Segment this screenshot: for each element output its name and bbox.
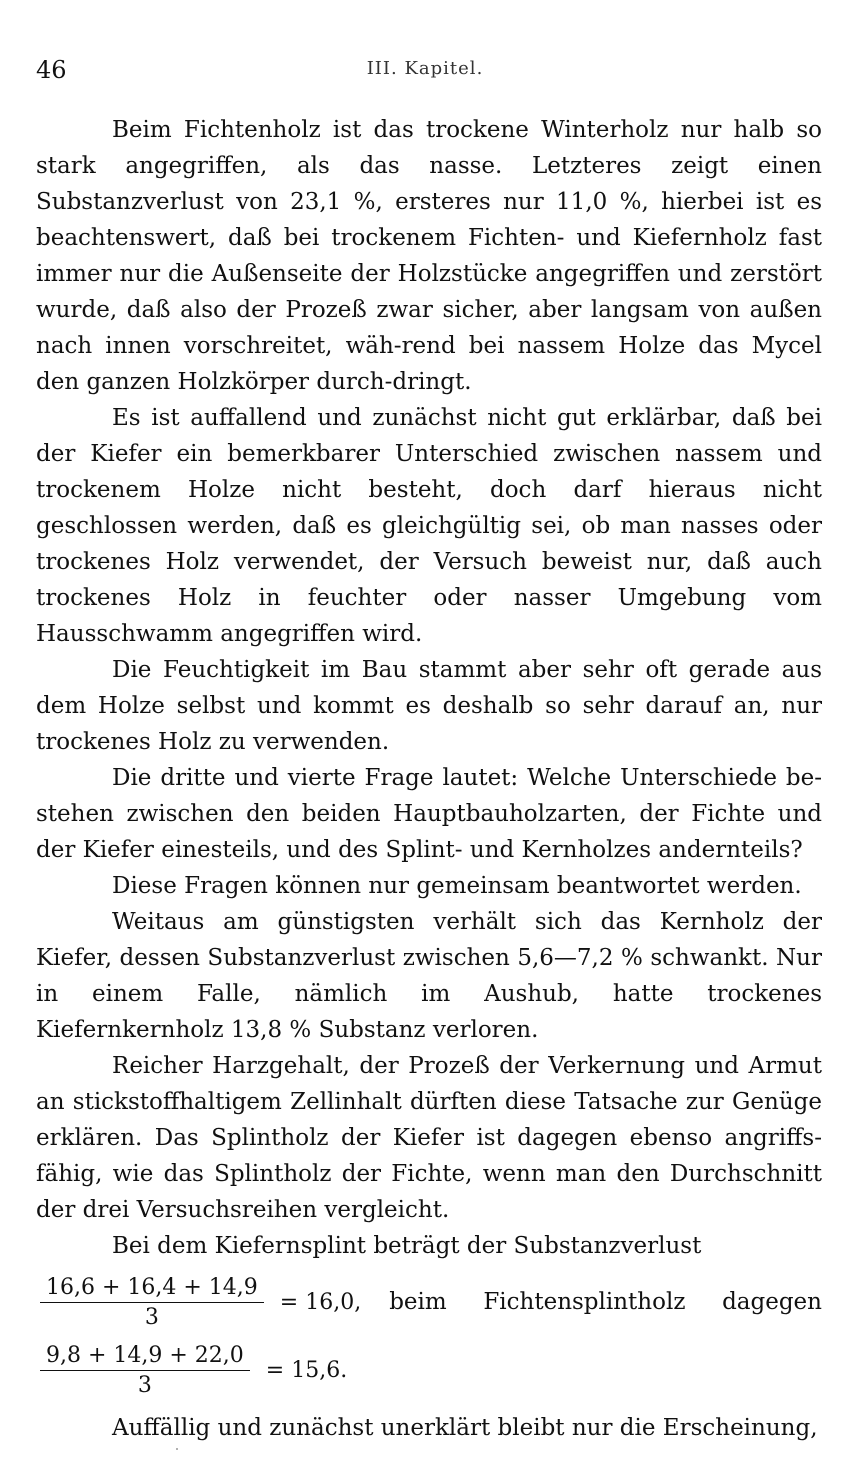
page-body (36, 112, 822, 1446)
paragraph: Reicher Harzgehalt, der Prozeß der Verkernung und Armut an stickstoffhaltigem Zellinhalt dürften diese Tatsache zur Genüge erklären. Das Splintholz der Kiefer ist dagegen ebenso angriffs-fähig, wie das Splintholz der Fichte, wenn man den Durchschnitt der drei Versuchsreihen vergleicht. (36, 1053, 822, 1223)
paragraph: Die Feuchtigkeit im Bau stammt aber sehr oft gerade aus dem Holze selbst und kommt es deshalb so sehr darauf an, nur trockenes Holz zu verwenden. (36, 657, 822, 755)
fraction-denominator: 3 (137, 1372, 152, 1398)
fraction-numerator: 16,6 + 16,4 + 14,9 (46, 1274, 258, 1300)
running-head: III. Kapitel. (366, 58, 484, 79)
fraction-numerator: 9,8 + 14,9 + 22,0 (46, 1342, 244, 1368)
formula-fichtensplint (40, 1336, 822, 1404)
paragraph: Die dritte und vierte Frage lautet: Welche Unterschiede be-stehen zwischen den beiden Hauptbauholzarten, der Fichte und der Kiefer einesteils, und des Splint- und Kernholzes andernteils? (36, 765, 822, 863)
print-speck (176, 1448, 178, 1450)
trailing-word: beim (389, 1289, 447, 1315)
paragraph: Diese Fragen können nur gemeinsam beantwortet werden. (112, 873, 802, 899)
formula-trailing-text (389, 1289, 822, 1315)
paragraph: Weitaus am günstigsten verhält sich das Kernholz der Kiefer, dessen Substanzverlust zwischen 5,6—7,2 % schwankt. Nur in einem Falle, nämlich im Aushub, hatte trockenes Kiefernkernholz 13,8 % Substanz verloren. (36, 909, 822, 1043)
fraction-denominator: 3 (144, 1304, 159, 1330)
paragraph: Es ist auffallend und zunächst nicht gut erklärbar, daß bei der Kiefer ein bemerkbarer Unterschied zwischen nassem und trockenem Holze nicht besteht, doch darf hieraus nicht geschlossen werden, daß es gleichgültig sei, ob man nasses oder trockenes Holz verwendet, der Versuch beweist nur, daß auch trockenes Holz in feuchter oder nasser Umgebung vom Hausschwamm angegriffen wird. (36, 405, 822, 647)
formula-kiefernsplint (40, 1268, 822, 1336)
page-number: 46 (36, 56, 67, 84)
fraction (40, 1343, 250, 1398)
trailing-word: dagegen (722, 1289, 822, 1315)
formula-result: = 15,6. (265, 1357, 348, 1383)
formula-result: = 16,0, (279, 1289, 362, 1315)
paragraph: Beim Fichtenholz ist das trockene Winterholz nur halb so stark angegriffen, als das nasse. Letzteres zeigt einen Substanzverlust von 23,1 %, ersteres nur 11,0 %, hierbei ist es beachtenswert, daß bei trockenem Fichten- und Kiefernholz fast immer nur die Außenseite der Holzstücke angegriffen und zerstört wurde, daß also der Prozeß zwar sicher, aber langsam von außen nach innen vorschreitet, wäh-rend bei nassem Holze das Mycel den ganzen Holzkörper durch-dringt. (36, 117, 822, 395)
paragraph: Bei dem Kiefernsplint beträgt der Substanzverlust (112, 1233, 702, 1259)
paragraph-last-line: Auffällig und zunächst unerklärt bleibt nur die Erscheinung, (112, 1415, 818, 1441)
fraction (40, 1275, 264, 1330)
trailing-word: Fichtensplintholz (483, 1289, 686, 1315)
